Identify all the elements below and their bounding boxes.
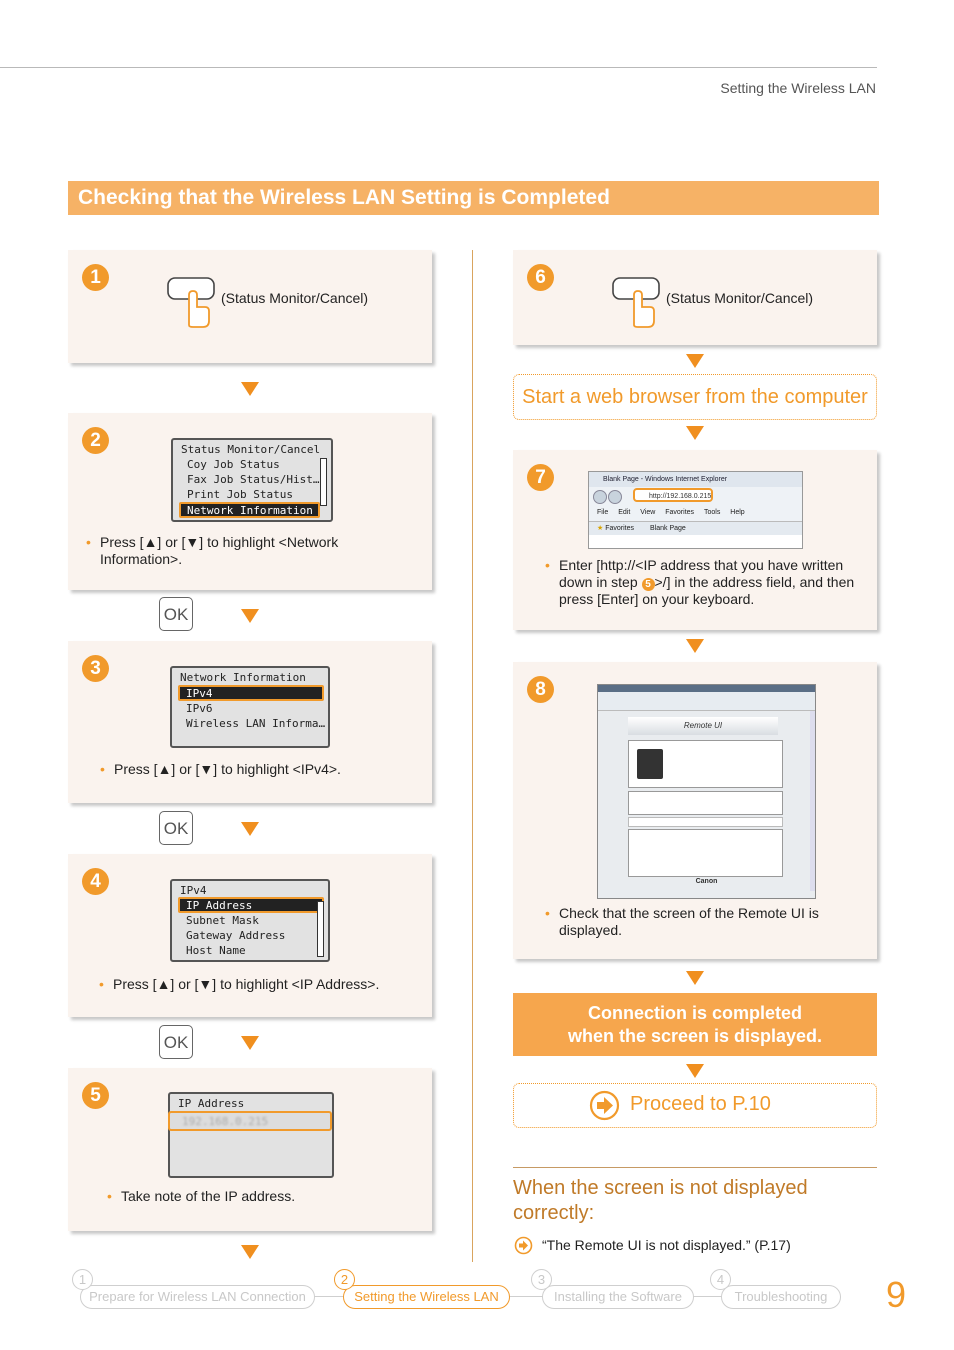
language-selector[interactable] [628, 817, 783, 827]
lcd-screen [171, 438, 333, 522]
down-arrow-icon [686, 639, 704, 653]
down-arrow-icon [686, 426, 704, 440]
connection-completed-box [513, 993, 877, 1056]
printer-image-icon [637, 749, 663, 779]
address-field: http://192.168.0.215 [633, 488, 713, 502]
ok-key-icon: OK [159, 1025, 193, 1059]
status-monitor-key-icon [612, 277, 662, 329]
step-8-card [513, 662, 877, 959]
down-arrow-icon [241, 822, 259, 836]
step-ref-badge: 5 [642, 578, 655, 591]
lcd-screen [170, 666, 330, 748]
step-instruction: • Take note of the IP address. [107, 1188, 296, 1204]
step-4-card [68, 854, 432, 1017]
lcd-row: Subnet Mask [186, 914, 259, 927]
browser-window-screenshot [588, 471, 803, 549]
screenshot-title-bar [598, 685, 815, 692]
down-arrow-icon [686, 354, 704, 368]
progress-step-number: 2 [334, 1269, 355, 1290]
lcd-highlight-row: IPv4 [178, 685, 324, 701]
device-info-panel [628, 740, 783, 788]
browser-menu-bar [589, 507, 802, 519]
page-header-title: Setting the Wireless LAN [720, 80, 876, 96]
lcd-highlight-row: Network Information [179, 502, 320, 518]
proceed-box[interactable] [513, 1083, 877, 1128]
step-instruction: • Enter [http://<IP address that you have written down in step 5 >/] in the address field, and then press [Enter] on your keyboard. [545, 557, 855, 607]
step-instruction: • Check that the screen of the Remote UI is displayed. [545, 905, 819, 938]
progress-step-3[interactable] [542, 1285, 694, 1309]
lcd-screen [170, 879, 330, 962]
menu-edit: Edit [618, 509, 631, 516]
lcd-row: Host Name [186, 944, 246, 957]
progress-step-label: Setting the Wireless LAN [354, 1289, 499, 1304]
status-monitor-label: (Status Monitor/Cancel) [221, 290, 369, 306]
step-number: 6 [527, 264, 554, 291]
step-number: 7 [527, 464, 554, 491]
step-1-card [68, 250, 432, 363]
progress-step-label: Installing the Software [554, 1289, 682, 1304]
back-button-icon [593, 490, 607, 504]
forward-button-icon [608, 490, 622, 504]
column-divider [472, 250, 473, 1262]
lcd-screen [168, 1092, 334, 1178]
menu-tools: Tools [704, 509, 721, 516]
favorites-bar [589, 521, 802, 535]
ok-key-icon: OK [159, 811, 193, 845]
lcd-row: Print Job Status [187, 488, 293, 501]
lcd-title: Status Monitor/Cancel [181, 443, 321, 456]
progress-step-number: 3 [531, 1269, 552, 1290]
section-title-bar [68, 181, 879, 215]
not-displayed-heading: When the screen is not displayed correctly: [513, 1177, 808, 1224]
progress-step-number: 1 [72, 1269, 93, 1290]
progress-connector [506, 1296, 546, 1297]
lcd-title: Network Information [180, 671, 306, 684]
connection-line-2: when the screen is displayed. [567, 1026, 823, 1046]
brand-logo: Canon [695, 878, 718, 885]
step-number: 3 [82, 655, 109, 682]
section-title: Checking that the Wireless LAN Setting is Completed [78, 186, 610, 209]
status-panel [628, 791, 783, 815]
troubleshoot-link[interactable]: “The Remote UI is not displayed.” (P.17) [542, 1237, 791, 1253]
status-monitor-key-icon [167, 277, 217, 329]
down-arrow-icon [686, 1064, 704, 1078]
progress-step-label: Troubleshooting [734, 1289, 828, 1304]
menu-view: View [640, 509, 656, 516]
screenshot-scrollbar [810, 711, 815, 891]
progress-step-number: 4 [710, 1269, 731, 1290]
step-instruction: • Press [▲] or [▼] to highlight <Network Information>. [86, 534, 339, 567]
down-arrow-icon [241, 609, 259, 623]
step-number: 8 [527, 676, 554, 703]
lcd-scrollbar [320, 458, 327, 506]
lcd-row: IPv6 [186, 702, 213, 715]
lcd-highlight-row: IP Address [178, 897, 324, 913]
progress-step-label: Prepare for Wireless LAN Connection [89, 1289, 306, 1304]
lcd-title: IPv4 [180, 884, 207, 897]
tab-label: Blank Page [649, 525, 686, 532]
step-3-card [68, 641, 432, 803]
step-5-card [68, 1068, 432, 1231]
proceed-link[interactable]: Proceed to P.10 [630, 1093, 771, 1115]
header-rule [0, 67, 877, 68]
down-arrow-icon [686, 971, 704, 985]
status-monitor-label: (Status Monitor/Cancel) [666, 290, 814, 306]
lcd-row: Coy Job Status [187, 458, 280, 471]
connection-line-1: Connection is completed [587, 1003, 803, 1023]
page-number: 9 [886, 1274, 907, 1315]
menu-file: File [597, 509, 609, 516]
ip-address-field [168, 1111, 332, 1131]
step-number: 5 [82, 1082, 109, 1109]
step-2-card [68, 413, 432, 590]
favorites-label: Favorites [605, 525, 635, 532]
login-panel [628, 829, 783, 877]
step-6-card [513, 250, 877, 345]
down-arrow-icon [241, 1036, 259, 1050]
step-instruction: • Press [▲] or [▼] to highlight <IP Address>. [99, 976, 380, 992]
lcd-row: Gateway Address [186, 929, 286, 942]
ip-address-value: 192.168.0.215 [182, 1115, 269, 1128]
browser-content-area [589, 535, 802, 548]
start-browser-box [513, 374, 877, 420]
separator-line [513, 1167, 877, 1168]
ok-key-icon: OK [159, 597, 193, 631]
step-number: 4 [82, 868, 109, 895]
start-browser-text: Start a web browser from the computer [522, 386, 868, 408]
lcd-scrollbar [317, 901, 324, 957]
progress-step-2-current[interactable] [343, 1285, 510, 1309]
down-arrow-icon [241, 382, 259, 396]
remote-ui-title: Remote UI [628, 717, 778, 735]
star-icon: ★ [597, 525, 604, 532]
step-number: 2 [82, 427, 109, 454]
step-instruction: • Press [▲] or [▼] to highlight <IPv4>. [100, 761, 341, 777]
lcd-row: Wireless LAN Informa… [186, 717, 326, 730]
step-number: 1 [82, 264, 109, 291]
arrow-right-circle-icon [589, 1090, 620, 1121]
arrow-right-circle-icon [514, 1236, 533, 1255]
menu-favorites: Favorites [665, 509, 695, 516]
browser-title-bar: Blank Page - Windows Internet Explorer [589, 472, 802, 487]
menu-help: Help [730, 509, 745, 516]
down-arrow-icon [241, 1245, 259, 1259]
progress-step-1[interactable] [80, 1285, 315, 1309]
lcd-row: Fax Job Status/Hist… [187, 473, 320, 486]
step-7-card [513, 450, 877, 630]
lcd-title: IP Address [178, 1097, 245, 1110]
progress-step-4[interactable] [721, 1285, 841, 1309]
screenshot-toolbar [598, 692, 815, 711]
remote-ui-screenshot [597, 684, 816, 899]
